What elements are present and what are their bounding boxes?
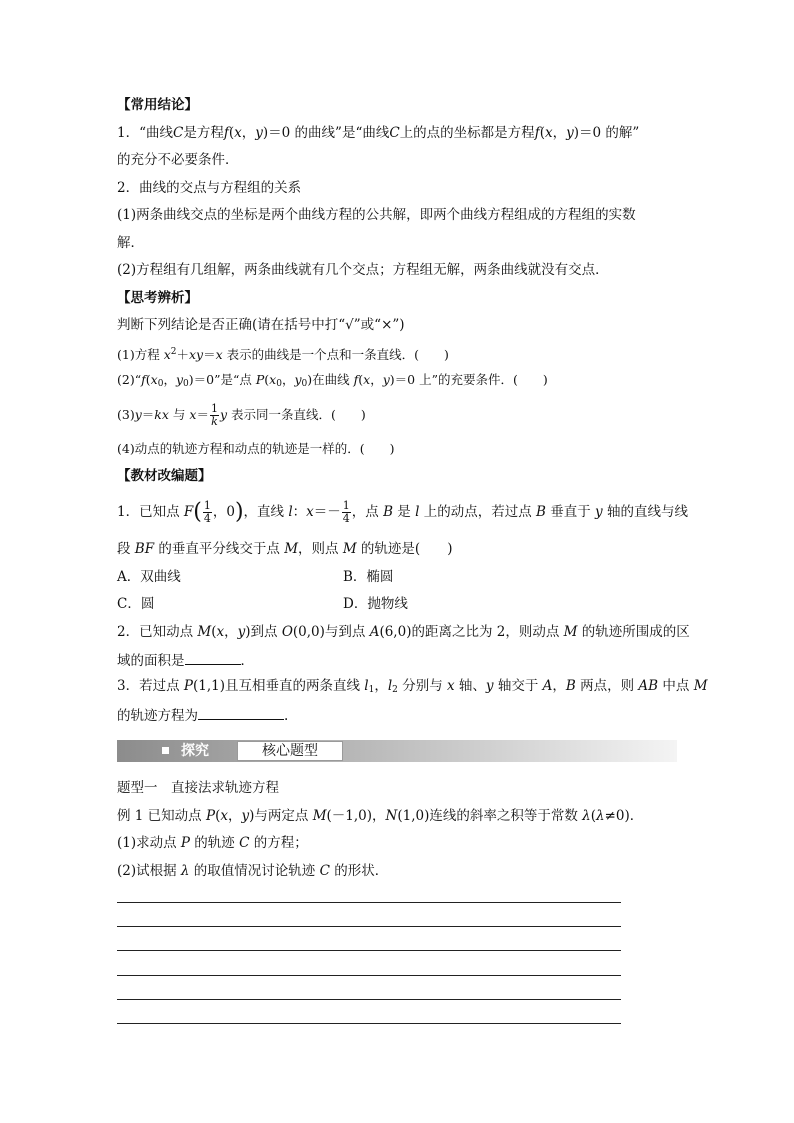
answer-line[interactable] bbox=[117, 950, 621, 951]
example-1: 例 1 已知动点 P(x，y)与两定点 M(－1,0)，N(1,0)连线的斜率之积等于常数 λ(λ≠0)． bbox=[117, 808, 644, 824]
conclusion-item-2-2: (2)方程组有几组解，两条曲线就有几个交点；方程组无解，两条曲线就没有交点． bbox=[117, 262, 609, 278]
answer-blank[interactable] bbox=[185, 650, 241, 665]
topic-title: 题型一 直接法求轨迹方程 bbox=[117, 780, 279, 796]
think-intro: 判断下列结论是否正确(请在括号中打“√”或“×”) bbox=[117, 317, 405, 333]
answer-line[interactable] bbox=[117, 926, 621, 927]
think-question-2: $(2)“f(x_0$，$y_0)=0$”是“点 $P(x_0$，$y_0$)在曲线 f(x，y)＝0 上”的充要条件．( ) bbox=[117, 372, 548, 389]
banner-tag-box bbox=[237, 741, 343, 761]
conclusion-item-1: 1．“曲线C是方程f(x，y)＝0 的曲线”是“曲线C上的点的坐标都是方程f(x，y)＝0 的解” bbox=[117, 125, 640, 141]
answer-blank[interactable] bbox=[198, 705, 284, 720]
problem-2: 2．已知动点 M(x，y)到点 O(0,0)与到点 A(6,0)的距离之比为 2，则动点 M 的轨迹所围成的区 bbox=[117, 624, 690, 640]
fraction-one-quarter-negative: $\frac{1}{4}$ bbox=[342, 499, 350, 525]
think-question-1: (1)方程 $x^2+xy=x$ 表示的曲线是一个点和一条直线．( ) bbox=[117, 347, 449, 362]
section-header-common-conclusions: 【常用结论】 bbox=[117, 97, 198, 113]
conclusion-item-2-title: 2．曲线的交点与方程组的关系 bbox=[117, 180, 302, 196]
think-question-3: (3)y＝kx 与 x＝ $\frac{1}{k}$ y 表示同一条直线．( ) bbox=[117, 402, 366, 428]
answer-line[interactable] bbox=[117, 1023, 621, 1024]
square-bullet-icon bbox=[162, 747, 169, 754]
section-banner bbox=[117, 740, 677, 762]
conclusion-item-2-1-line-2: 解． bbox=[117, 235, 144, 251]
option-d: D．抛物线 bbox=[343, 596, 408, 612]
answer-line[interactable] bbox=[117, 975, 621, 976]
conclusion-item-2-1: (1)两条曲线交点的坐标是两个曲线方程的公共解，即两个曲线方程组成的方程组的实数 bbox=[117, 207, 636, 223]
answer-line[interactable] bbox=[117, 999, 621, 1000]
example-1-part-1: (1)求动点 P 的轨迹 C 的方程； bbox=[117, 835, 308, 851]
option-c: C．圆 bbox=[117, 596, 155, 612]
problem-3-line-2: 的轨迹方程为 . bbox=[117, 705, 288, 725]
problem-1-line-2: 段 BF 的垂直平分线交于点 M，则点 M 的轨迹是( ) bbox=[117, 541, 453, 557]
option-b: B．椭圆 bbox=[343, 569, 394, 585]
think-question-4: (4)动点的轨迹方程和动点的轨迹是一样的．( ) bbox=[117, 441, 395, 456]
example-1-part-2: (2)试根据 λ 的取值情况讨论轨迹 C 的形状． bbox=[117, 863, 389, 879]
problem-1: 1．已知点 F( $\frac{1}{4}$ ，0)，直线 l：x＝－ $\frac{1}{4}$ ，点 B 是 l 上的动点，若过点 B 垂直于 y 轴的直线与线 bbox=[117, 499, 688, 525]
banner-core-types-label: 核心题型 bbox=[262, 743, 318, 759]
banner-explore-label: 探究 bbox=[181, 743, 209, 759]
answer-line[interactable] bbox=[117, 902, 621, 903]
conclusion-item-1-line-2: 的充分不必要条件． bbox=[117, 152, 239, 168]
section-header-think-discern: 【思考辨析】 bbox=[117, 290, 198, 306]
section-header-textbook-problems: 【教材改编题】 bbox=[117, 468, 212, 484]
fraction-one-over-k: $\frac{1}{k}$ bbox=[210, 402, 218, 428]
problem-3: 3．若过点 P(1,1)且互相垂直的两条直线 $l_1$，$l_2$ 分别与 x 轴、y 轴交于 A，B 两点，则 AB 中点 M bbox=[117, 678, 708, 695]
option-a: A．双曲线 bbox=[117, 569, 181, 585]
fraction-one-quarter: $\frac{1}{4}$ bbox=[203, 499, 211, 525]
problem-2-line-2: 域的面积是 ． bbox=[117, 650, 254, 670]
